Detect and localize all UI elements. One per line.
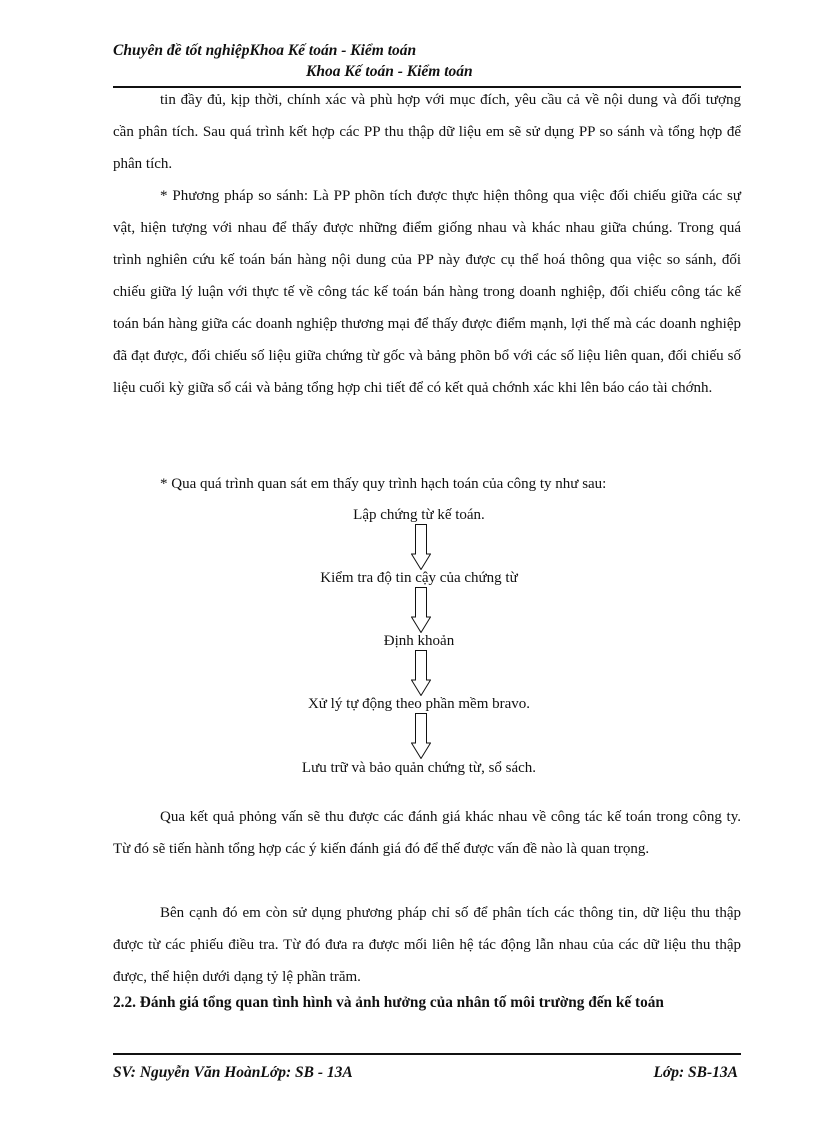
header-subtitle: Khoa Kế toán - Kiểm toán	[306, 63, 473, 80]
footer-student: SV: Nguyễn Văn HoànLớp: SB - 13A	[113, 1064, 353, 1081]
down-arrow-icon	[411, 650, 431, 696]
paragraph-comparison-method: * Phương pháp so sánh: Là PP phõn tích được thực hiện thông qua việc đối chiếu giữa các sự vật, hiện tượng với nhau để thấy được những điểm giống nhau và khác nhau giữa chúng. Trong quá trình nghiên cứu kế toán bán hàng nội dung của PP này được cụ thể hoá thông qua việc so sánh, đối chiếu giữa lý luận với thực tế về công tác kế toán bán hàng trong doanh nghiệp, đối chiếu công tác kế toán bán hàng giữa các doanh nghiệp thương mại để thấy được điểm mạnh, lợi thế mà các doanh nghiệp đã đạt được, đối chiếu số liệu giữa chứng từ gốc và bảng phõn bổ với các số liệu liên quan, đối chiếu số liệu cuối kỳ giữa sổ cái và bảng tổng hợp chi tiết để có kết quả chớnh xác khi lên báo cáo tài chớnh.	[113, 188, 741, 396]
flow-step-5: Lưu trữ và bảo quản chứng từ, sổ sách.	[301, 760, 537, 776]
paragraph-process-intro: * Qua quá trình quan sát em thấy quy trình hạch toán của công ty như sau:	[160, 476, 607, 492]
footer-rule	[113, 1053, 741, 1055]
section-heading: 2.2. Đánh giá tổng quan tình hình và ảnh hưởng của nhân tố môi trường đến kế toán	[113, 994, 664, 1011]
flow-step-4: Xử lý tự động theo phần mềm bravo.	[307, 696, 531, 712]
down-arrow-icon	[411, 713, 431, 759]
paragraph-1: tin đầy đủ, kịp thời, chính xác và phù hợp với mục đích, yêu cầu cả về nội dung và đối tượng cần phân tích. Sau quá trình kết hợp các PP thu thập dữ liệu em sẽ sử dụng PP so sánh và tổng hợp để phân tích.	[113, 92, 741, 172]
paragraph-interview-results: Qua kết quả phỏng vấn sẽ thu được các đánh giá khác nhau về công tác kế toán trong công ty. Từ đó sẽ tiến hành tổng hợp các ý kiến đánh giá đó để thế được vấn đề nào là quan trọng.	[113, 809, 741, 857]
paragraph-index-method: Bên cạnh đó em còn sử dụng phương pháp chỉ số để phân tích các thông tin, dữ liệu thu thập được từ các phiếu điều tra. Từ đó đưa ra được mối liên hệ tác động lẫn nhau của các dữ liệu thu thập được, thể hiện dưới dạng tỷ lệ phần trăm.	[113, 905, 741, 985]
flow-step-3: Định khoản	[383, 633, 455, 649]
down-arrow-icon	[411, 524, 431, 570]
flow-step-1: Lập chứng từ kế toán.	[353, 507, 485, 523]
down-arrow-icon	[411, 587, 431, 633]
header-title: Chuyên đề tốt nghiệpKhoa Kế toán - Kiểm toán	[113, 42, 417, 59]
flow-step-2: Kiểm tra độ tin cậy của chứng từ	[320, 570, 518, 586]
footer-class: Lớp: SB-13A	[653, 1064, 738, 1081]
